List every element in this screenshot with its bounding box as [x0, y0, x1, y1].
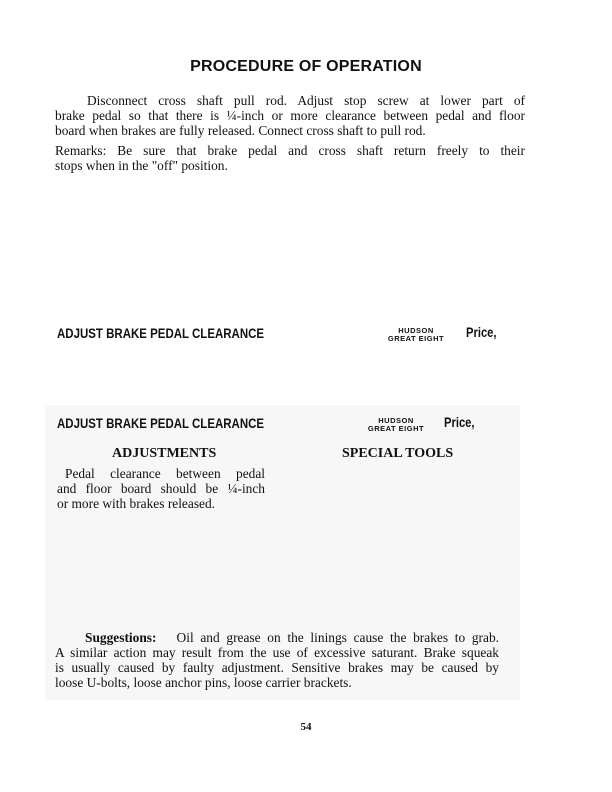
make-label: HUDSON: [398, 326, 434, 335]
suggestions-paragraph: [55, 630, 499, 690]
adjustments-heading: ADJUSTMENTS: [112, 446, 217, 461]
suggestions-text: Oil and grease on the linings cause the brakes to grab.: [176, 630, 499, 645]
procedure-line: Disconnect cross shaft pull rod. Adjust stop screw at lower part of: [87, 93, 525, 108]
model-label: GREAT EIGHT: [387, 334, 445, 343]
adjustments-text: [57, 466, 265, 511]
price-label: Price,: [466, 324, 497, 340]
suggestions-line: is usually caused by faulty adjustment. Sensitive brakes may be caused by: [55, 660, 499, 675]
suggestions-line: A similar action may result from the use of excessive saturant. Brake squeak: [55, 645, 499, 660]
suggestions-line: loose U-bolts, loose anchor pins, loose carrier brackets.: [55, 675, 352, 690]
price-label: Price,: [444, 414, 475, 430]
operation-title: ADJUST BRAKE PEDAL CLEARANCE: [57, 325, 265, 341]
car-model-label: [378, 327, 454, 343]
procedure-line: brake pedal so that there is ¼-inch or more clearance between pedal and floor: [55, 108, 525, 123]
page-title: PROCEDURE OF OPERATION: [190, 58, 422, 75]
model-label: GREAT EIGHT: [367, 424, 425, 433]
procedure-line: board when brakes are fully released. Connect cross shaft to pull rod.: [55, 123, 426, 138]
remarks-paragraph: [55, 143, 525, 173]
page-number: 54: [300, 721, 312, 733]
remarks-line: Remarks: Be sure that brake pedal and cross shaft return freely to their: [55, 143, 525, 158]
car-model-label: [361, 417, 431, 433]
adjustments-line: Pedal clearance between pedal: [65, 466, 265, 481]
suggestions-label: Suggestions:: [85, 630, 157, 645]
suggestions-line: [55, 630, 499, 645]
procedure-paragraph: [55, 93, 525, 138]
remarks-line: stops when in the "off" position.: [55, 158, 228, 173]
adjustments-line: and floor board should be ¼-inch: [57, 481, 265, 496]
make-label: HUDSON: [378, 416, 414, 425]
special-tools-heading: SPECIAL TOOLS: [342, 446, 454, 461]
operation-title: ADJUST BRAKE PEDAL CLEARANCE: [57, 415, 265, 431]
adjustments-line: or more with brakes released.: [57, 496, 216, 511]
